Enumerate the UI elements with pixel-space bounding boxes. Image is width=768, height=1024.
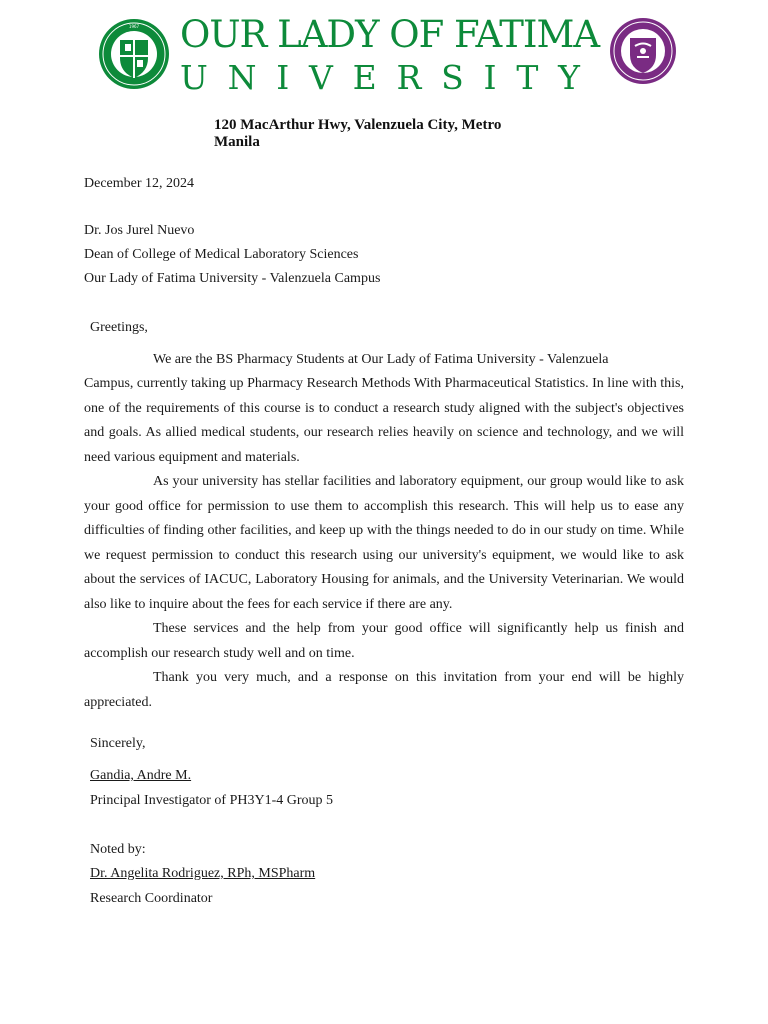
university-letter: S <box>441 58 464 97</box>
university-letter: U <box>180 58 208 97</box>
recipient-title: Dean of College of Medical Laboratory Sciences <box>84 247 359 262</box>
university-letter: N <box>227 58 257 97</box>
intro-line: We are the BS Pharmacy Students at Our Lady of Fatima University - Valenzuela <box>153 352 609 367</box>
university-letter: E <box>352 58 377 97</box>
paragraph-3: These services and the help from your good office will significantly help us finish and accomplish our research study well and on time. <box>84 621 684 661</box>
recipient-name: Dr. Jos Jurel Nuevo <box>84 223 195 238</box>
salutation: Greetings, <box>90 320 148 335</box>
noted-by-role: Research Coordinator <box>90 891 213 906</box>
purple-college-seal-icon <box>609 13 677 89</box>
paragraph-4: Thank you very much, and a response on this invitation from your end will be highly appreciated. <box>84 670 684 710</box>
university-address: 120 MacArthur Hwy, Valenzuela City, Metro Manila <box>214 117 502 150</box>
university-letter: T <box>516 58 539 97</box>
university-letter: I <box>483 58 497 97</box>
svg-text:1967: 1967 <box>128 24 140 29</box>
university-letter: I <box>276 58 290 97</box>
paragraph-1: Campus, currently taking up Pharmacy Research Methods With Pharmaceutical Statistics. In line with this, one of the requirements of this course is to conduct a research study aligned with the subject's objectives and goals. As allied medical students, our research relies heavily on science and technology, and we will need various equipment and materials. <box>84 376 684 465</box>
signatory-name: Gandia, Andre M. <box>90 768 192 783</box>
university-letter: V <box>309 58 333 97</box>
university-letter: Y <box>558 58 580 97</box>
university-letter: R <box>396 58 422 97</box>
letter-date: December 12, 2024 <box>84 176 195 191</box>
noted-by-name: Dr. Angelita Rodriguez, RPh, MSPharm <box>90 866 316 881</box>
recipient-institution: Our Lady of Fatima University - Valenzuela Campus <box>84 271 381 286</box>
signatory-role: Principal Investigator of PH3Y1-4 Group 5 <box>90 793 334 808</box>
green-university-seal-icon <box>98 16 170 92</box>
university-name-line1: OUR LADY OF FATIMA <box>180 13 600 56</box>
university-name-line2 <box>180 56 580 100</box>
closing: Sincerely, <box>90 736 146 751</box>
paragraph-2: As your university has stellar facilities and laboratory equipment, our group would like to ask your good office for permission to use them to accomplish this research. This will help us to ease any difficulties of finding other facilities, and keep up with the things needed to do in our study on time. While we request permission to conduct this research using our university's equipment, we would like to ask about the services of IACUC, Laboratory Housing for animals, and the University Veterinarian. We would also like to inquire about the fees for each service if there are any. <box>84 474 684 612</box>
noted-by-label: Noted by: <box>90 842 146 857</box>
